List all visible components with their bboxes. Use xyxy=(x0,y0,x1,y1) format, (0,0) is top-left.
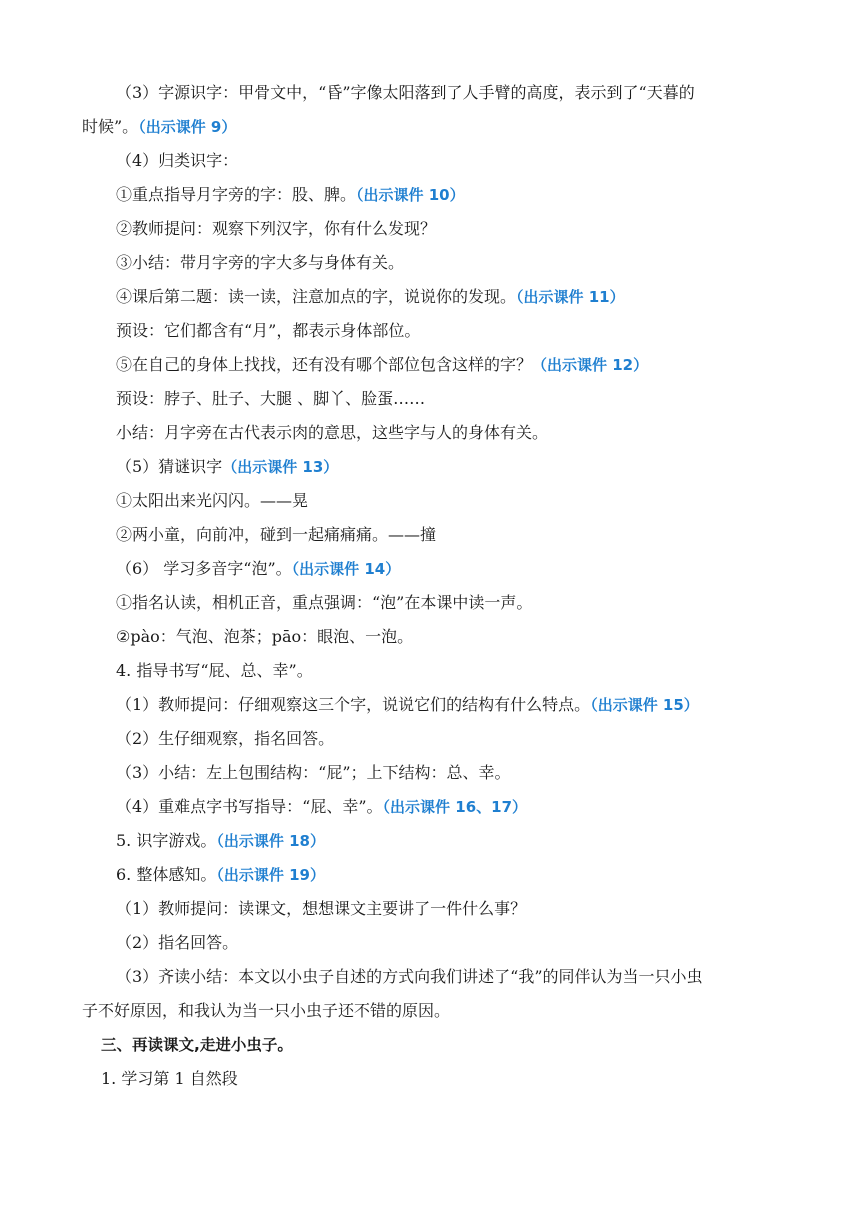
line-text: ③小结：带月字旁的字大多与身体有关。 xyxy=(116,253,405,272)
text-line xyxy=(0,320,860,342)
courseware-reference: （出示课件 12） xyxy=(532,356,649,374)
line-text: ②两小童，向前冲，碰到一起痛痛痛。——撞 xyxy=(116,525,437,544)
line-text: （3）字源识字：甲骨文中，“昏”字像太阳落到了人手臂的高度，表示到了“天暮的 xyxy=(116,83,695,102)
text-line xyxy=(0,82,860,104)
line-text: 1. 学习第 1 自然段 xyxy=(101,1069,238,1088)
line-text: （2）指名回答。 xyxy=(116,933,239,952)
text-line xyxy=(0,830,860,852)
line-text: ①太阳出来光闪闪。——晃 xyxy=(116,491,309,510)
courseware-reference: （出示课件 15） xyxy=(590,696,699,714)
courseware-reference: （出示课件 9） xyxy=(138,118,237,136)
line-text: （2）生仔细观察，指名回答。 xyxy=(116,729,335,748)
line-text: （5）猜谜识字 xyxy=(116,457,223,476)
line-text: 小结：月字旁在古代表示肉的意思，这些字与人的身体有关。 xyxy=(116,423,549,442)
text-line xyxy=(0,558,860,580)
text-line xyxy=(0,184,860,206)
text-line xyxy=(0,218,860,240)
text-line xyxy=(0,422,860,444)
text-line xyxy=(0,660,860,682)
line-text: 4. 指导书写“屁、总、幸”。 xyxy=(116,661,313,680)
heading-text: 三、再读课文,走进小虫子。 xyxy=(101,1036,293,1054)
text-line xyxy=(0,354,860,376)
courseware-reference: （出示课件 14） xyxy=(291,560,401,578)
text-line xyxy=(0,490,860,512)
courseware-reference: （出示课件 10） xyxy=(356,186,465,204)
text-line xyxy=(0,524,860,546)
text-line xyxy=(0,286,860,308)
text-line xyxy=(0,456,860,478)
courseware-reference: （出示课件 13） xyxy=(222,458,339,476)
line-text: ④课后第二题：读一读，注意加点的字，说说你的发现。 xyxy=(116,287,517,306)
line-text: ②pào：气泡、泡茶；pāo：眼泡、一泡。 xyxy=(116,627,414,646)
line-text: 预设：它们都含有“月”，都表示身体部位。 xyxy=(116,321,421,340)
text-line xyxy=(0,1000,860,1022)
text-line xyxy=(0,252,860,274)
text-line xyxy=(0,966,860,988)
text-line xyxy=(0,796,860,818)
courseware-reference: （出示课件 18） xyxy=(216,832,325,850)
text-line xyxy=(0,728,860,750)
text-line xyxy=(0,150,860,172)
line-text: 子不好原因，和我认为当一只小虫子还不错的原因。 xyxy=(82,1001,451,1020)
text-line xyxy=(0,592,860,614)
line-text: 时候”。 xyxy=(82,117,139,136)
line-text: 5. 识字游戏。 xyxy=(116,831,217,850)
text-line xyxy=(0,864,860,886)
line-text: （3）齐读小结：本文以小虫子自述的方式向我们讲述了“我”的同伴认为当一只小虫 xyxy=(116,967,703,986)
text-line xyxy=(0,116,860,138)
text-line xyxy=(0,388,860,410)
line-text: （6） 学习多音字“泡”。 xyxy=(116,559,292,578)
line-text: ⑤在自己的身体上找找，还有没有哪个部位包含这样的字？ xyxy=(116,355,533,374)
line-text: （1）教师提问：读课文，想想课文主要讲了一件什么事？ xyxy=(116,899,527,918)
text-line xyxy=(0,762,860,784)
courseware-reference: （出示课件 19） xyxy=(216,866,325,884)
line-text: ①指名认读，相机正音，重点强调：“泡”在本课中读一声。 xyxy=(116,593,533,612)
courseware-reference: （出示课件 16、17） xyxy=(382,798,528,816)
text-line xyxy=(0,898,860,920)
section-heading xyxy=(0,1034,860,1056)
text-line xyxy=(0,1068,860,1090)
line-text: （4）归类识字： xyxy=(116,151,239,170)
line-text: 预设：脖子、肚子、大腿 、脚丫、脸蛋…… xyxy=(116,389,426,408)
text-line xyxy=(0,626,860,648)
line-text: （4）重难点字书写指导：“屁、幸”。 xyxy=(116,797,383,816)
line-text: 6. 整体感知。 xyxy=(116,865,217,884)
line-text: ②教师提问：观察下列汉字，你有什么发现？ xyxy=(116,219,437,238)
courseware-reference: （出示课件 11） xyxy=(516,288,625,306)
text-line xyxy=(0,694,860,716)
line-text: （1）教师提问：仔细观察这三个字，说说它们的结构有什么特点。 xyxy=(116,695,591,714)
text-line xyxy=(0,932,860,954)
line-text: （3）小结：左上包围结构：“屁”；上下结构：总、幸。 xyxy=(116,763,511,782)
line-text: ①重点指导月字旁的字：股、脾。 xyxy=(116,185,357,204)
